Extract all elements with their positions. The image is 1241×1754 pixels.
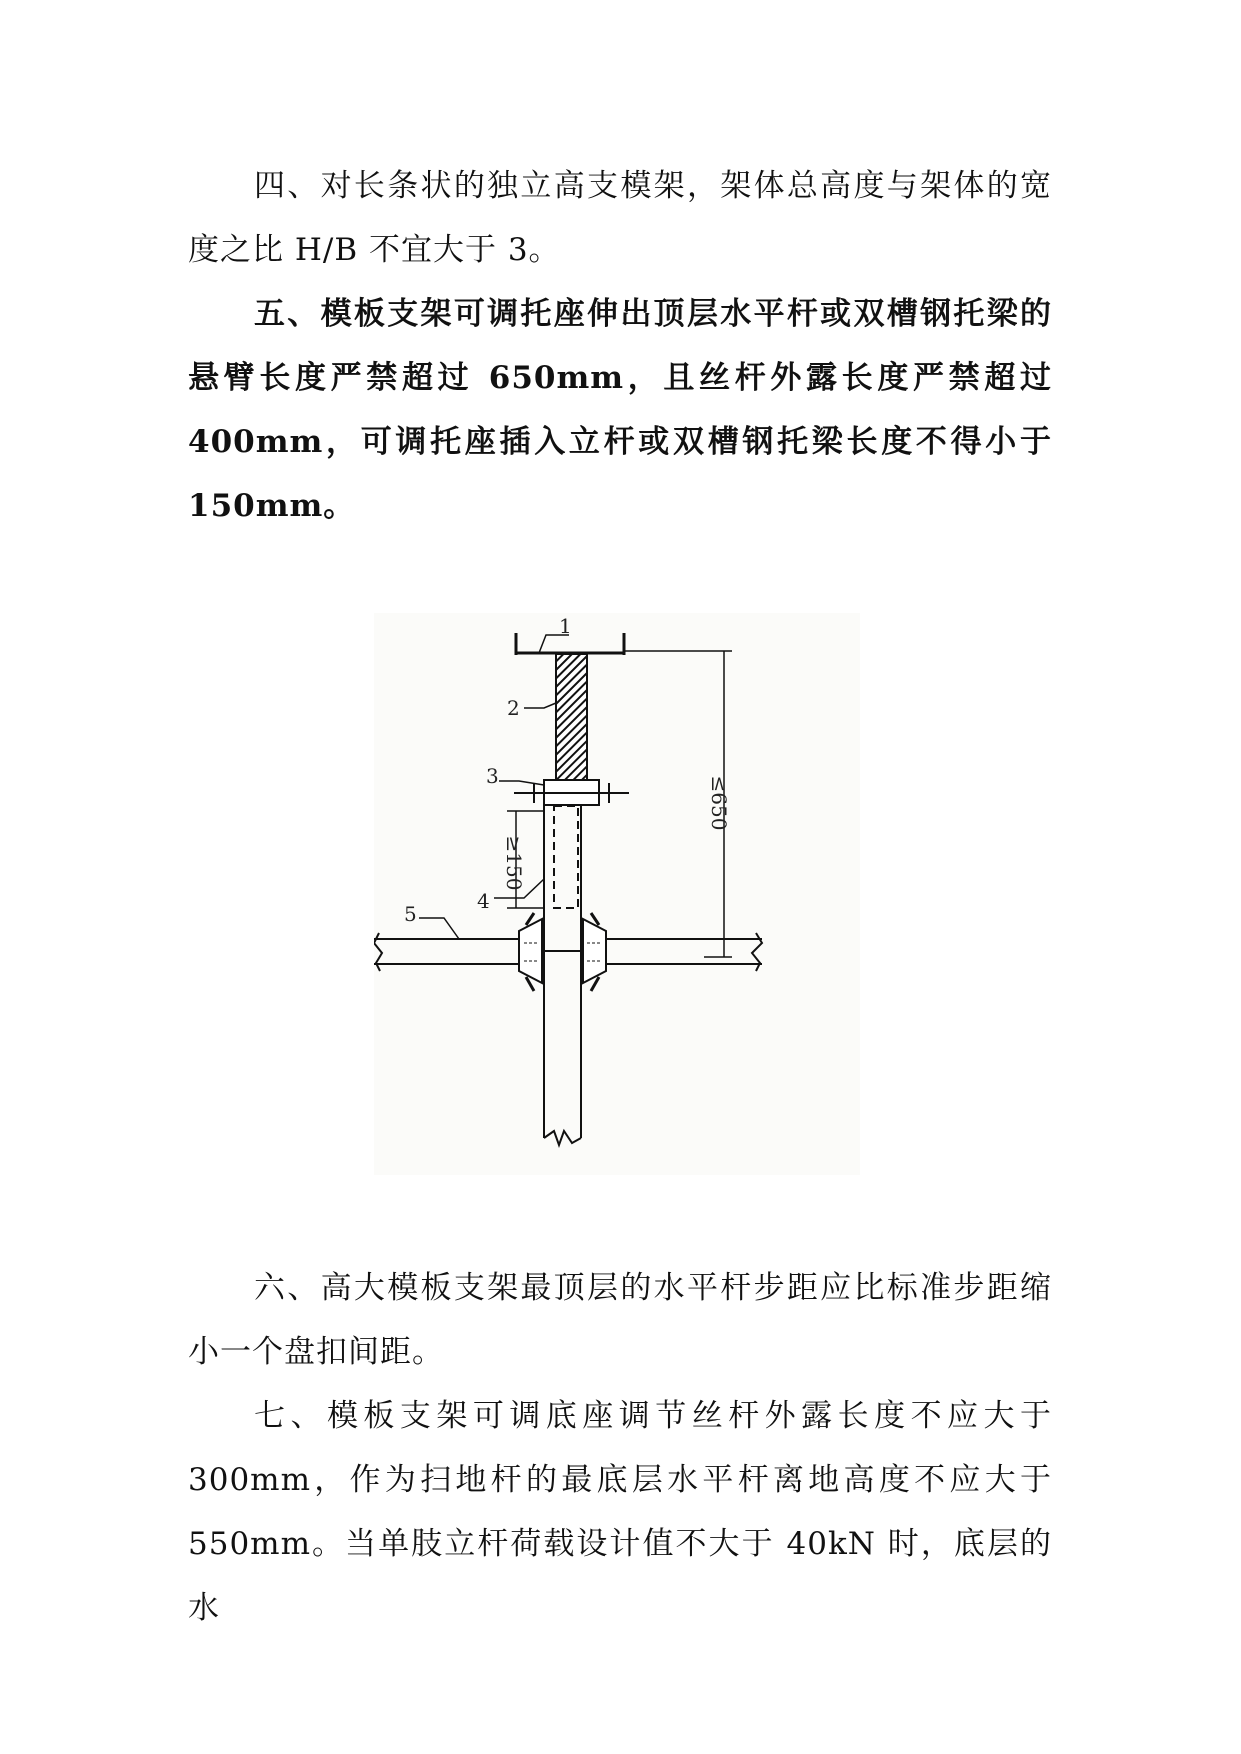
paragraph-6: 六、高大模板支架最顶层的水平杆步距应比标准步距缩小一个盘扣间距。 (188, 1270, 1052, 1370)
insert-length-label: ≥150 (502, 835, 526, 891)
svg-text:2: 2 (507, 696, 520, 720)
paragraph-5: 五、模板支架可调托座伸出顶层水平杆或双槽钢托梁的悬臂长度严禁超过 650mm，且丝杆外露长度严禁超过 400mm，可调托座插入立杆或双槽钢托梁长度不得小于 150mm。 (188, 296, 1052, 524)
svg-text:1: 1 (559, 614, 572, 638)
svg-text:5: 5 (404, 902, 417, 926)
cantilever-length-label: ≤650 (707, 775, 731, 831)
paragraph-7: 七、模板支架可调底座调节丝杆外露长度不应大于 300mm，作为扫地杆的最底层水平杆离地高度不应大于 550mm。当单肢立杆荷载设计值不大于 40kN 时，底层的水 (188, 1398, 1052, 1626)
figure-background (374, 613, 860, 1175)
svg-text:4: 4 (477, 889, 490, 913)
paragraph-4: 四、对长条状的独立高支模架，架体总高度与架体的宽度之比 H/B 不宜大于 3。 (188, 168, 1052, 268)
svg-text:3: 3 (486, 764, 499, 788)
screw-rod (556, 654, 587, 780)
adjustable-support-diagram (374, 613, 860, 1175)
